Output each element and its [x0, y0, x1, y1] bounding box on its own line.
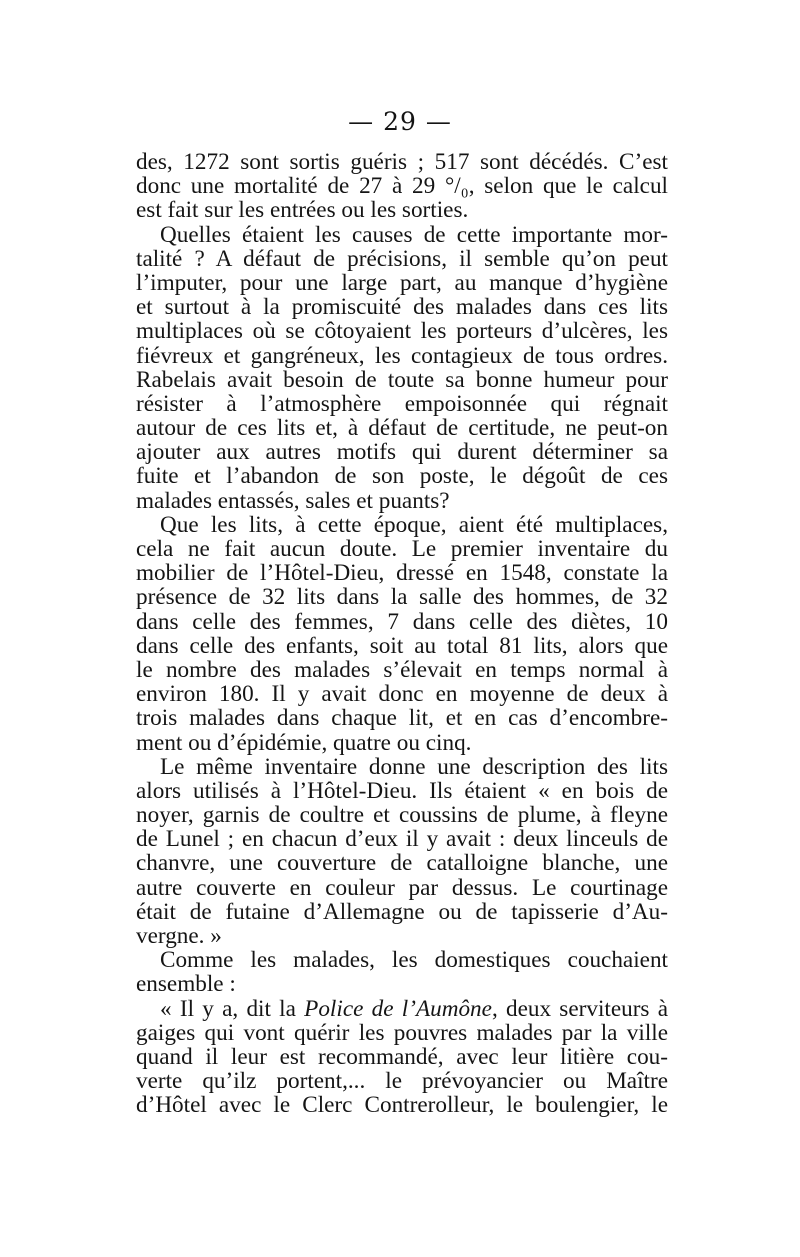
text-line: cela ne fait aucun doute. Le premier inventaire du	[136, 536, 668, 562]
text-line: Rabelais avait besoin de toute sa bonne humeur pour	[136, 366, 668, 393]
text-line: ajouter aux autres motifs qui durent déterminer sa	[136, 439, 668, 466]
text-line: et surtout à la promiscuité des malades dans ces lits	[136, 294, 668, 321]
text-line: ensemble :	[136, 971, 236, 998]
text-line: était de futaine d’Allemagne ou de tapisserie d’Au-	[136, 898, 668, 925]
text-line: d’Hôtel avec le Clerc Contrerolleur, le boulengier, le	[136, 1092, 668, 1119]
text-line: autour de ces lits et, à défaut de certitude, ne peut-on	[136, 415, 668, 442]
text-line: verte qu’ilz portent,... le prévoyancier ou Maître	[136, 1068, 668, 1095]
text-line: Quelles étaient les causes de cette importante mor-	[160, 221, 668, 248]
text-line: résister à l’atmosphère empoisonnée qui régnait	[136, 390, 668, 417]
text-line: dans celle des femmes, 7 dans celle des diètes, 10	[136, 608, 668, 635]
text-line: fuite et l’abandon de son poste, le dégoût de ces	[136, 463, 668, 490]
text-line: Comme les malades, les domestiques couchaient	[160, 947, 668, 974]
text-line: donc une mortalité de 27 à 29 °/₀, selon que le calcul	[136, 173, 668, 200]
page-number: — 29 —	[348, 107, 452, 136]
text-line: vergne. »	[136, 923, 222, 949]
text-line-with-title	[136, 997, 668, 1021]
text-line: autre couverte en couleur par dessus. Le courtinage	[136, 874, 668, 901]
text-line: fiévreux et gangréneux, les contagieux de tous ordres.	[136, 342, 668, 369]
text-line: mobilier de l’Hôtel-Dieu, dressé en 1548, constate la	[136, 560, 668, 587]
text-line: multiplaces où se côtoyaient les porteurs d’ulcères, les	[136, 318, 668, 345]
book-title: Police de l’Aumône	[304, 995, 492, 1022]
text-line: malades entassés, sales et puants?	[136, 487, 450, 514]
text-line: l’imputer, pour une large part, au manque d’hygiène	[136, 269, 668, 296]
text-line: environ 180. Il y avait donc en moyenne de deux à	[136, 681, 668, 708]
text-line: alors utilisés à l’Hôtel-Dieu. Ils étaient « en bois de	[136, 777, 668, 804]
text-line: Que les lits, à cette époque, aient été multiplaces,	[160, 511, 668, 538]
text-line: noyer, garnis de coultre et coussins de plume, à fleyne	[136, 802, 668, 829]
text-line: talité ? A défaut de précisions, il semble qu’on peut	[136, 245, 668, 272]
text-line: est fait sur les entrées ou les sorties.	[136, 197, 469, 224]
quote-intro: « Il y a, dit la	[160, 995, 305, 1022]
text-line: trois malades dans chaque lit, et en cas d’encombre-	[136, 705, 668, 732]
text-line: présence de 32 lits dans la salle des hommes, de 32	[136, 584, 668, 611]
text-line: quand il leur est recommandé, avec leur litière cou-	[136, 1043, 668, 1070]
quote-continuation: , deux serviteurs à	[491, 995, 668, 1022]
body-text	[136, 150, 668, 1118]
text-line: ment ou d’épidémie, quatre ou cinq.	[136, 729, 472, 756]
text-line: des, 1272 sont sortis guéris ; 517 sont décédés. C’est	[136, 149, 668, 175]
text-line: gaiges qui vont quérir les pouvres malades par la ville	[136, 1019, 668, 1046]
text-line: dans celle des enfants, soit au total 81 lits, alors que	[136, 632, 668, 659]
text-line: chanvre, une couverture de catalloigne blanche, une	[136, 850, 668, 877]
text-line: de Lunel ; en chacun d’eux il y avait : deux linceuls de	[136, 826, 668, 853]
text-line: le nombre des malades s’élevait en temps normal à	[136, 656, 668, 683]
text-line: Le même inventaire donne une description des lits	[160, 753, 668, 780]
